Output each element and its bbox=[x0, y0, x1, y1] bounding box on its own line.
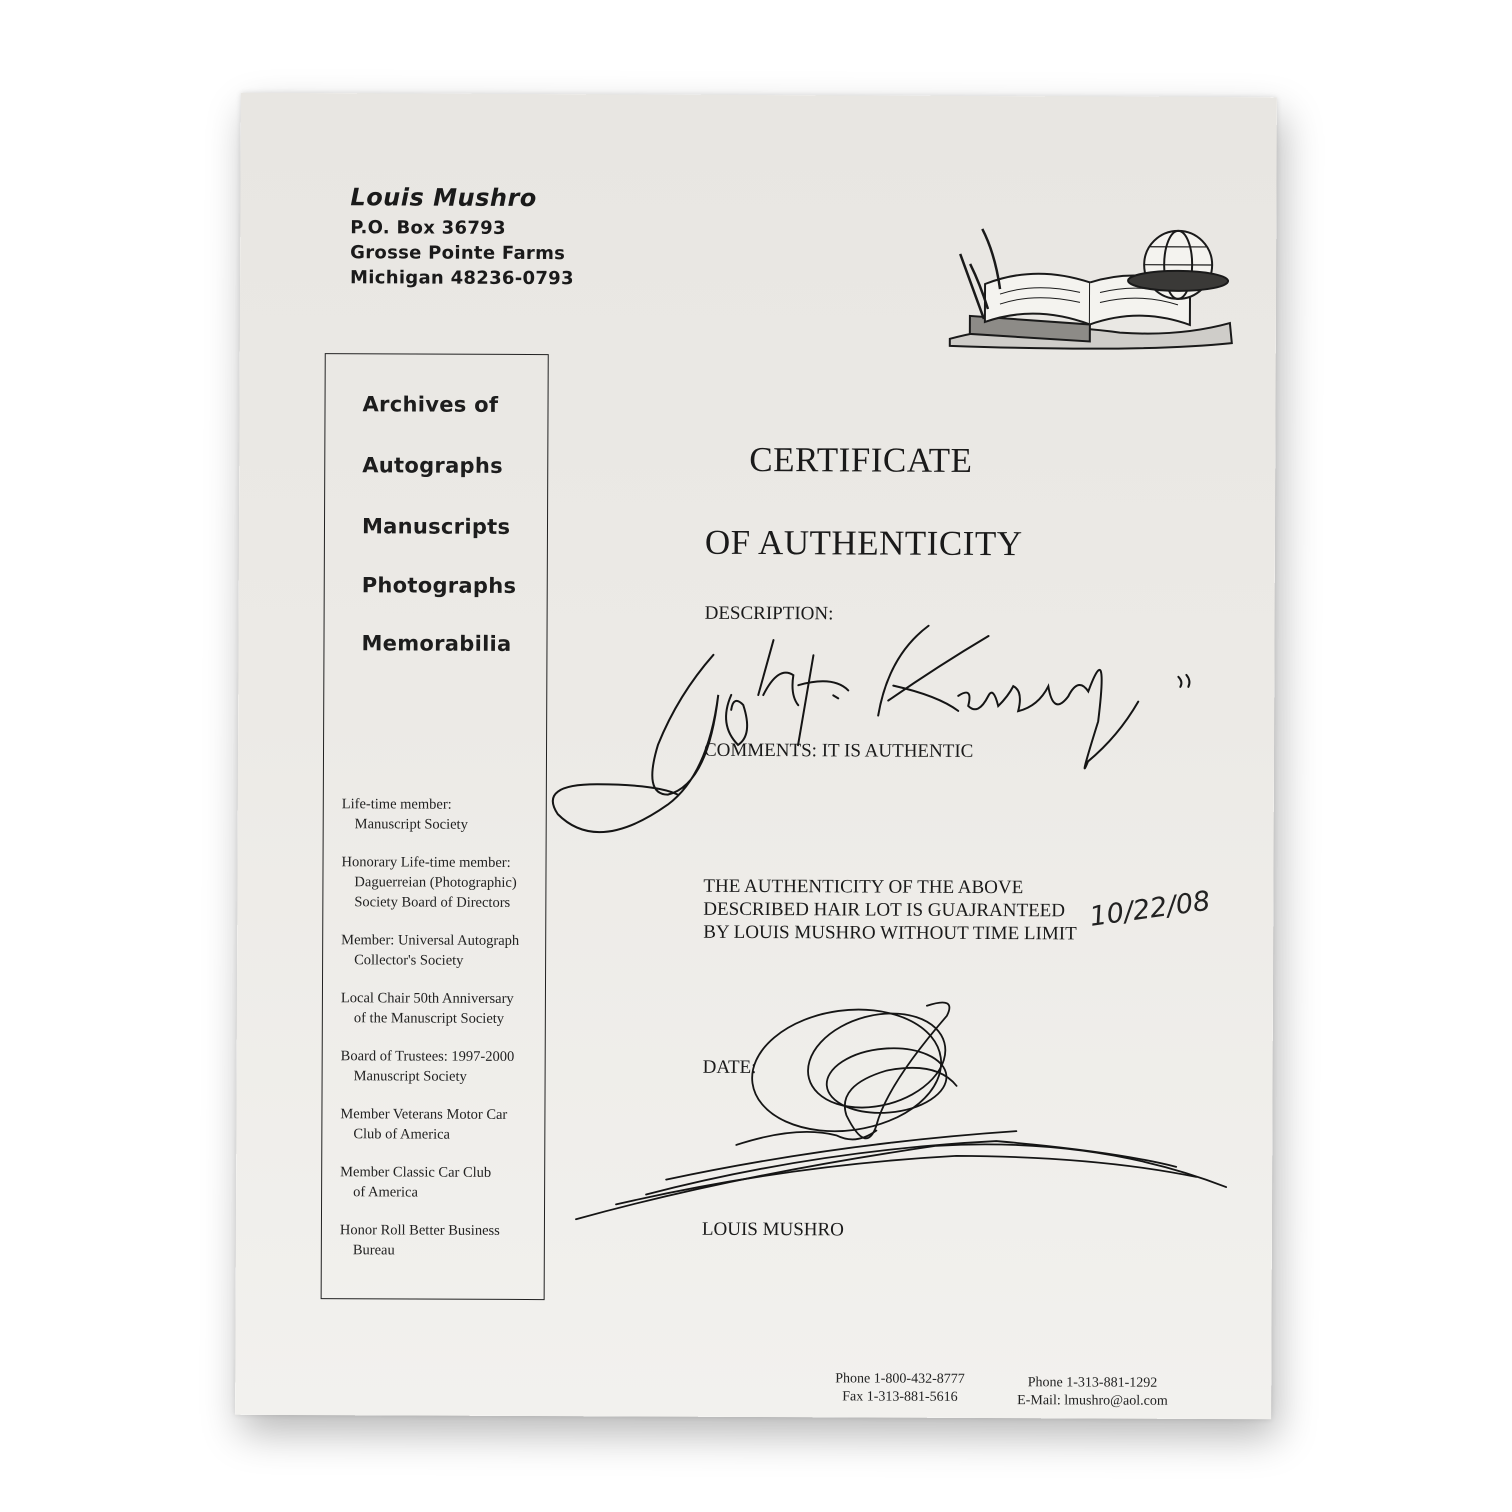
membership-line: of the Manuscript Society bbox=[353, 1010, 505, 1027]
membership-item bbox=[340, 1220, 540, 1261]
footer-phone-1: Phone 1-800-432-8777 bbox=[835, 1371, 965, 1387]
sidebar-box bbox=[321, 353, 549, 1300]
letterhead-state-zip: Michigan 48236-0793 bbox=[350, 267, 574, 290]
certificate-title: CERTIFICATE bbox=[749, 439, 973, 480]
membership-item bbox=[341, 988, 541, 1029]
membership-item bbox=[340, 1104, 540, 1145]
membership-line: Honor Roll Better Business bbox=[339, 1222, 500, 1239]
mushro-signature-icon bbox=[576, 997, 1227, 1222]
category-archives: Archives of bbox=[362, 392, 499, 417]
guarantee-text: THE AUTHENTICITY OF THE ABOVE DESCRIBED HAIR LOT IS GUAJRANTEED BY LOUIS MUSHRO WITHOUT TIME LIMIT bbox=[703, 875, 1077, 945]
membership-list bbox=[340, 794, 542, 1279]
category-photographs: Photographs bbox=[361, 573, 517, 598]
certificate-subtitle: OF AUTHENTICITY bbox=[704, 522, 1023, 564]
footer-email: E-Mail: lmushro@aol.com bbox=[1017, 1393, 1168, 1409]
library-globe-emblem-icon bbox=[940, 224, 1241, 355]
membership-line: Collector's Society bbox=[354, 952, 464, 969]
date-label: DATE: bbox=[702, 1056, 757, 1079]
membership-line: Member Classic Car Club bbox=[340, 1164, 492, 1181]
kennedy-signature-icon bbox=[553, 624, 1190, 835]
footer-contact-1 bbox=[835, 1370, 965, 1407]
membership-line: Manuscript Society bbox=[354, 816, 468, 833]
membership-item bbox=[341, 852, 541, 913]
membership-line: of America bbox=[353, 1184, 418, 1201]
membership-line: Local Chair 50th Anniversary bbox=[340, 990, 514, 1007]
letterhead-name: Louis Mushro bbox=[350, 183, 537, 213]
certificate-page bbox=[235, 93, 1277, 1420]
membership-item bbox=[340, 1162, 540, 1203]
footer-contact-2 bbox=[1017, 1374, 1168, 1411]
membership-line: Board of Trustees: 1997-2000 bbox=[340, 1048, 515, 1065]
membership-line: Bureau bbox=[352, 1242, 395, 1259]
membership-line: Life-time member: bbox=[341, 796, 452, 813]
membership-line: Daguerreian (Photographic) Society Board of Directors bbox=[354, 874, 517, 911]
footer-fax: Fax 1-313-881-5616 bbox=[842, 1389, 958, 1405]
membership-line: Member Veterans Motor Car bbox=[340, 1106, 508, 1123]
membership-line: Member: Universal Autograph bbox=[341, 932, 520, 949]
membership-item bbox=[342, 794, 542, 835]
category-memorabilia: Memorabilia bbox=[361, 631, 512, 656]
membership-line: Manuscript Society bbox=[353, 1068, 467, 1085]
footer-phone-2: Phone 1-313-881-1292 bbox=[1027, 1375, 1158, 1391]
letterhead bbox=[350, 183, 574, 291]
letterhead-city: Grosse Pointe Farms bbox=[350, 242, 566, 265]
description-label: DESCRIPTION: bbox=[704, 602, 834, 625]
signer-name: LOUIS MUSHRO bbox=[701, 1218, 844, 1241]
category-autographs: Autographs bbox=[362, 453, 504, 478]
category-manuscripts: Manuscripts bbox=[361, 514, 511, 539]
comments-text: COMMENTS: IT IS AUTHENTIC bbox=[703, 739, 974, 762]
letterhead-po-box: P.O. Box 36793 bbox=[350, 217, 506, 239]
membership-item bbox=[341, 1046, 541, 1087]
membership-item bbox=[341, 930, 541, 971]
handwritten-date: 10/22/08 bbox=[1087, 885, 1213, 933]
membership-line: Club of America bbox=[353, 1126, 451, 1143]
membership-line: Honorary Life-time member: bbox=[341, 854, 511, 871]
